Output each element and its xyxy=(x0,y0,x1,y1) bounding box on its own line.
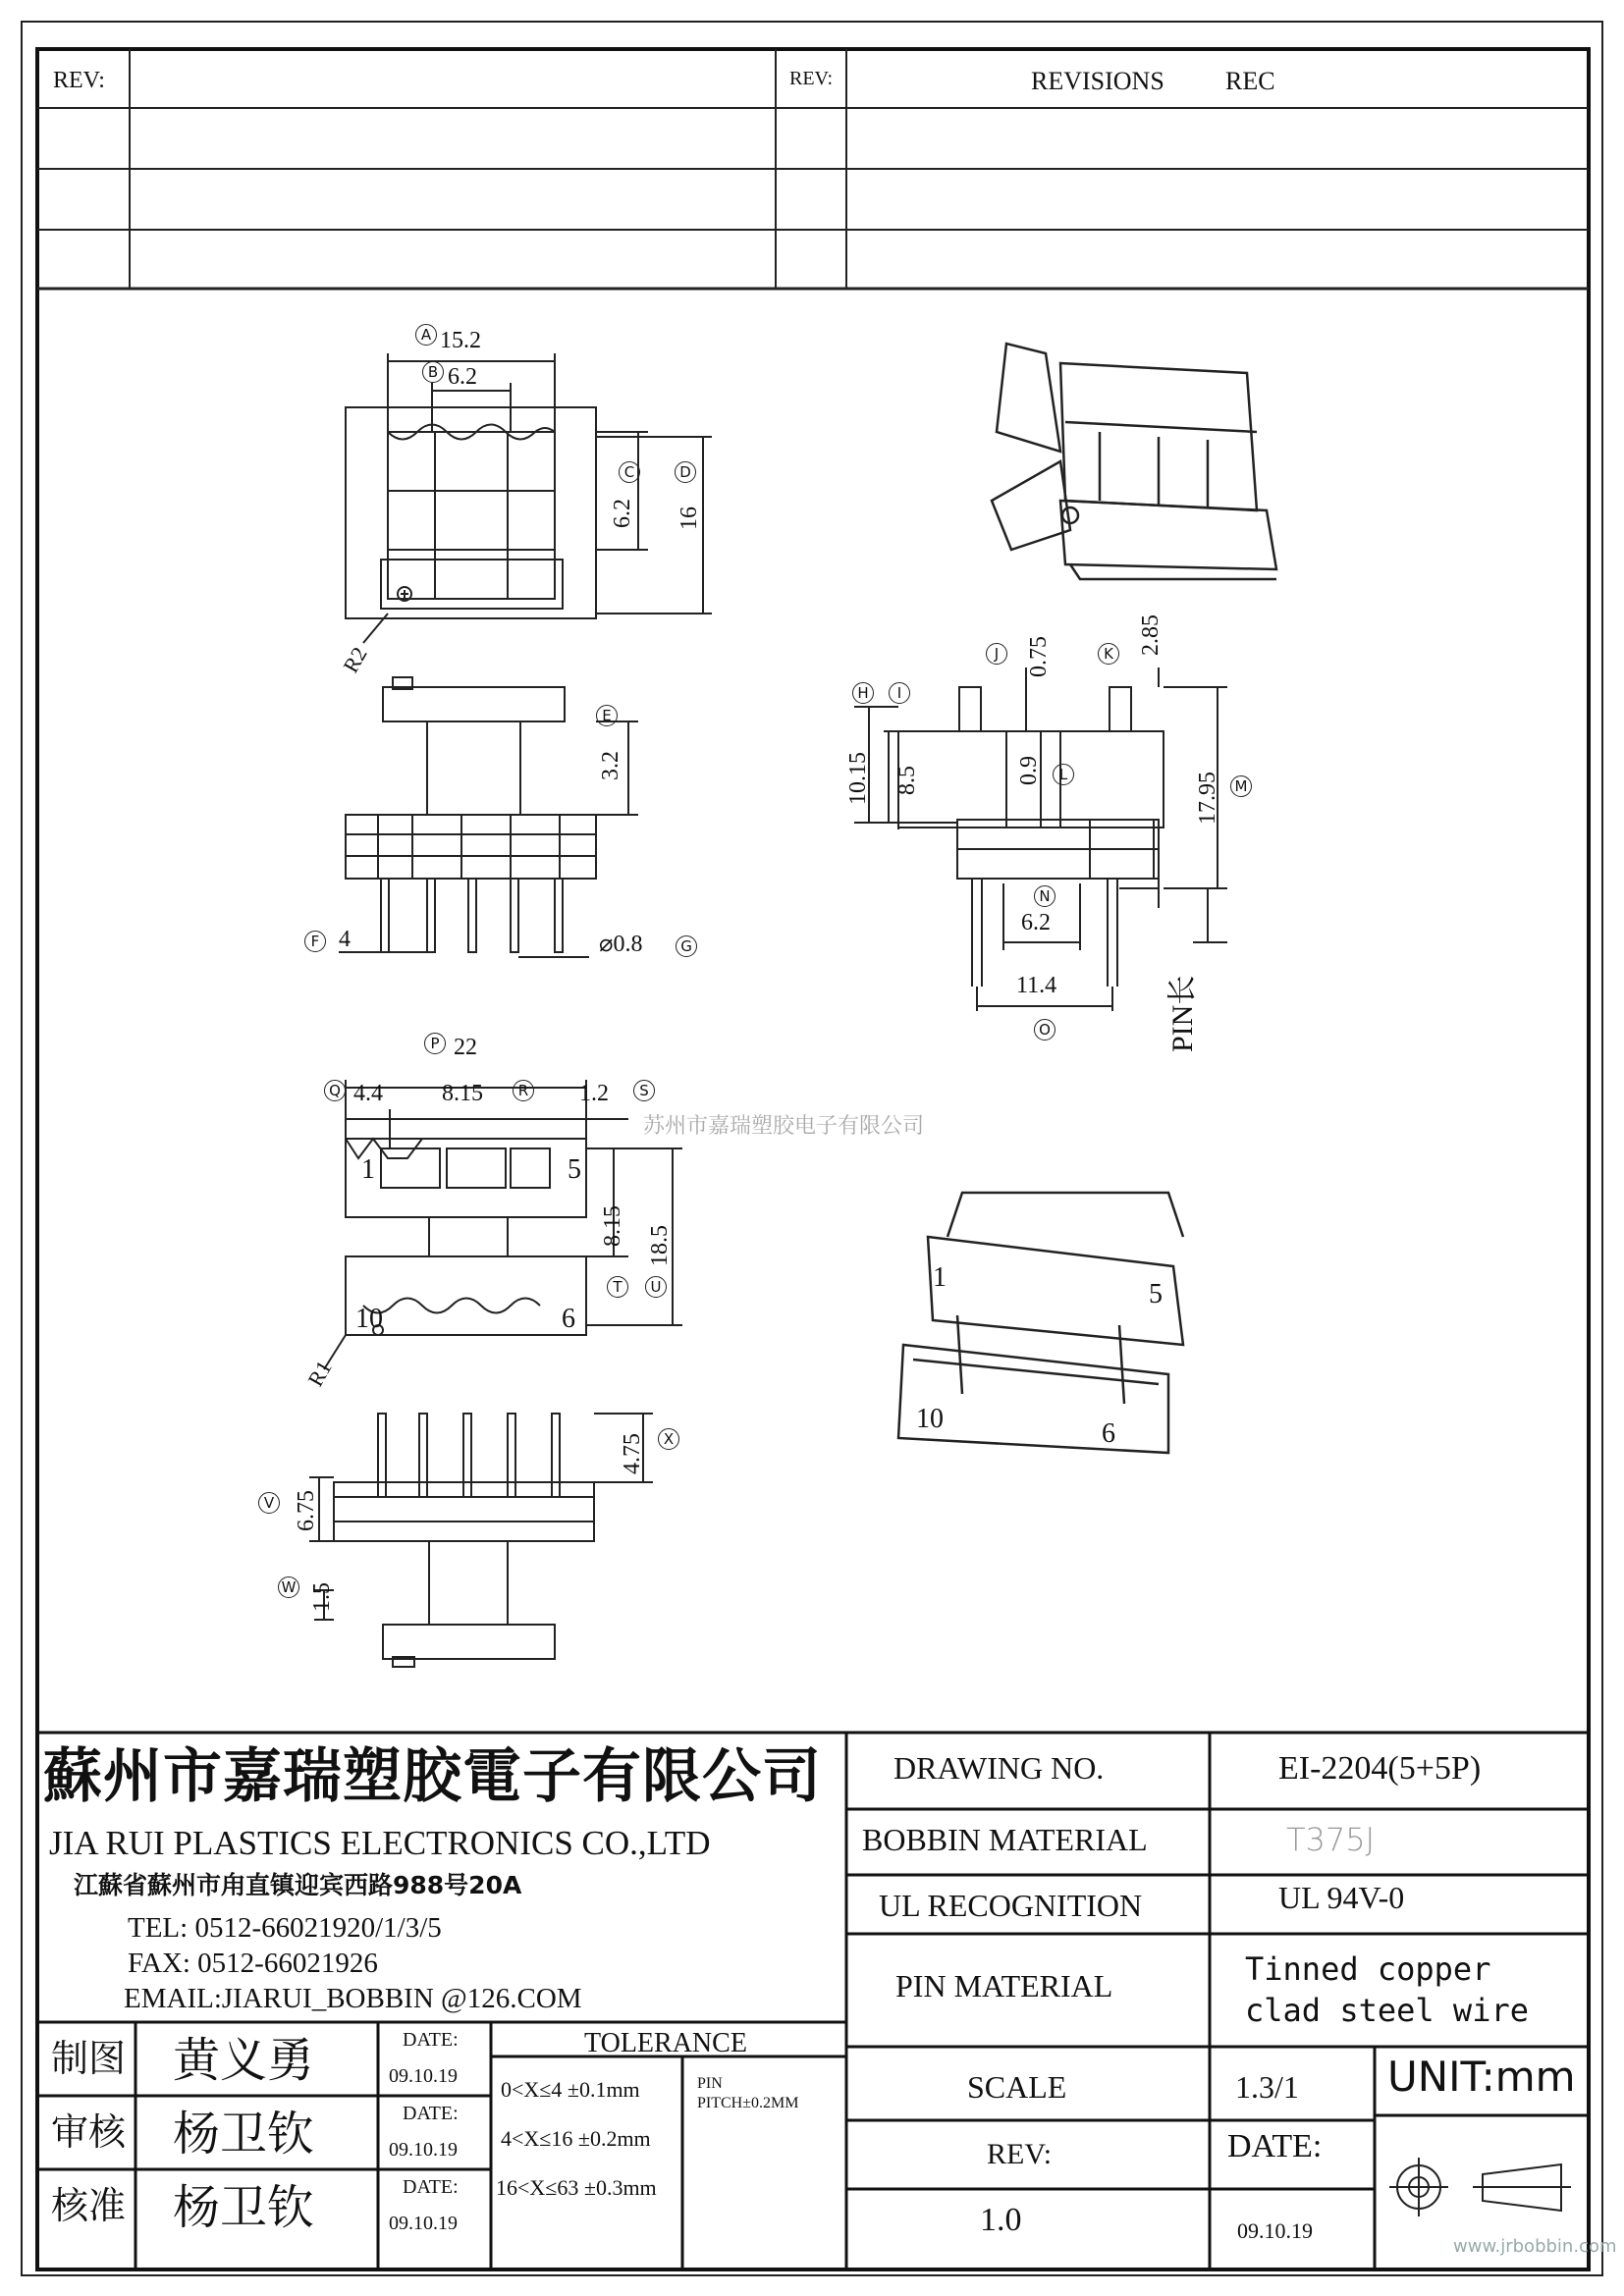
pin-material-line-2: clad steel wire xyxy=(1245,1992,1529,2029)
dim-q: 4.4 xyxy=(353,1081,383,1106)
circle-label-f: F xyxy=(304,931,326,952)
dim-i: 8.5 xyxy=(894,766,920,795)
circle-label-k: K xyxy=(1098,643,1119,665)
signoff-role-approved: 核准 xyxy=(51,2184,127,2227)
signoff-role-checked: 审核 xyxy=(51,2110,127,2154)
view-top xyxy=(346,353,712,643)
signoff-role-drawn: 制图 xyxy=(51,2037,127,2080)
watermark-text: 苏州市嘉瑞塑胶电子有限公司 xyxy=(643,1114,925,1139)
signoff-name-drawn: 黄义勇 xyxy=(173,2033,315,2088)
dim-o: 11.4 xyxy=(1016,973,1057,998)
circle-label-v: V xyxy=(258,1492,280,1514)
company-address: 江蘇省蘇州市甪直镇迎宾西路988号20A xyxy=(74,1871,522,1899)
dim-n: 6.2 xyxy=(1021,910,1051,935)
rev-value: 1.0 xyxy=(980,2202,1022,2238)
dim-e: 3.2 xyxy=(598,751,623,780)
dim-v: 6.75 xyxy=(294,1490,319,1531)
circle-label-o: O xyxy=(1034,1019,1056,1041)
ul-recognition-value: UL 94V-0 xyxy=(1278,1880,1405,1915)
tolerance-row-3: 16<X≤63 ±0.3mm xyxy=(496,2175,657,2200)
iso-pin-number-6: 6 xyxy=(1102,1418,1115,1449)
company-email: EMAIL:JIARUI_BOBBIN @126.COM xyxy=(124,1983,582,2014)
iso-view-top xyxy=(992,344,1276,579)
circle-label-q: Q xyxy=(324,1080,346,1101)
bobbin-material-label: BOBBIN MATERIAL xyxy=(862,1822,1148,1857)
dim-k: 2.85 xyxy=(1138,614,1164,656)
circle-label-m: M xyxy=(1230,775,1252,797)
bobbin-material-value: T375J xyxy=(1286,1821,1376,1858)
footer-website: www.jrbobbin.com xyxy=(1453,2236,1617,2257)
tolerance-row-1: 0<X≤4 ±0.1mm xyxy=(501,2077,640,2102)
dim-d: 16 xyxy=(677,507,702,530)
date-label: DATE: xyxy=(1227,2128,1323,2164)
projection-symbol xyxy=(1389,2158,1571,2216)
signoff-date-checked: 09.10.19 xyxy=(389,2139,458,2161)
dim-r2: R2 xyxy=(338,642,372,677)
iso-pin-number-1: 1 xyxy=(933,1262,947,1293)
circle-label-p: P xyxy=(424,1033,446,1054)
dim-h: 10.15 xyxy=(845,752,871,805)
dim-p: 22 xyxy=(454,1035,477,1060)
circle-label-r: R xyxy=(513,1080,534,1101)
pin-number-10: 10 xyxy=(355,1304,383,1334)
dim-x: 4.75 xyxy=(620,1433,645,1474)
circle-label-e: E xyxy=(596,705,618,726)
dim-j: 0.75 xyxy=(1026,636,1052,677)
drawing-no-label: DRAWING NO. xyxy=(893,1750,1105,1786)
pin-number-1: 1 xyxy=(361,1154,375,1185)
rev-label-right: REV: xyxy=(789,68,834,89)
circle-label-n: N xyxy=(1034,885,1056,907)
circle-label-t: T xyxy=(607,1276,628,1298)
iso-pin-number-5: 5 xyxy=(1149,1279,1163,1309)
pin-number-6: 6 xyxy=(562,1304,575,1334)
circle-label-l: L xyxy=(1053,764,1074,785)
dim-s: 1.2 xyxy=(579,1081,609,1106)
dim-r1: R1 xyxy=(302,1356,337,1391)
view-pins xyxy=(309,1414,653,1667)
company-fax: FAX: 0512-66021926 xyxy=(128,1948,378,1979)
dim-t: 8.15 xyxy=(600,1205,625,1247)
dim-a: 15.2 xyxy=(440,328,481,353)
signoff-date-label-checked: DATE: xyxy=(403,2103,459,2124)
iso-pin-number-10: 10 xyxy=(916,1404,944,1434)
company-name-cn: 蘇州市嘉瑞塑胶電子有限公司 xyxy=(43,1744,822,1809)
signoff-date-label-drawn: DATE: xyxy=(403,2029,459,2051)
rev-label-left: REV: xyxy=(53,68,105,93)
unit-label: UNIT:mm xyxy=(1387,2053,1576,2101)
dim-c: 6.2 xyxy=(610,499,635,528)
company-name-en: JIA RUI PLASTICS ELECTRONICS CO.,LTD xyxy=(49,1824,711,1862)
signoff-date-approved: 09.10.19 xyxy=(389,2213,458,2234)
view-front xyxy=(854,667,1227,1011)
dim-g: ⌀0.8 xyxy=(599,932,643,957)
circle-label-g: G xyxy=(676,935,697,957)
circle-label-d: D xyxy=(675,461,696,483)
dim-r: 8.15 xyxy=(442,1081,483,1106)
company-tel: TEL: 0512-66021920/1/3/5 xyxy=(128,1912,442,1944)
revisions-label: REVISIONS xyxy=(1031,67,1164,95)
signoff-name-approved: 杨卫钦 xyxy=(173,2180,315,2235)
tolerance-pin-label: PIN xyxy=(697,2075,723,2092)
dim-f: 4 xyxy=(339,927,351,952)
dim-w: 1.5 xyxy=(309,1582,335,1612)
circle-label-b: B xyxy=(422,361,444,383)
scale-value: 1.3/1 xyxy=(1235,2069,1299,2105)
date-value: 09.10.19 xyxy=(1237,2218,1313,2243)
signoff-date-label-approved: DATE: xyxy=(403,2176,459,2198)
dim-pin-length: PIN长 xyxy=(1166,975,1199,1052)
signoff-name-checked: 杨卫钦 xyxy=(173,2107,315,2162)
circle-label-u: U xyxy=(645,1276,667,1298)
dim-l: 0.9 xyxy=(1016,756,1042,785)
circle-label-j: J xyxy=(986,643,1007,665)
circle-label-s: S xyxy=(633,1080,655,1101)
dim-b: 6.2 xyxy=(448,364,477,390)
circle-label-a: A xyxy=(415,324,437,346)
circle-label-h: H xyxy=(852,682,874,704)
circle-label-c: C xyxy=(619,461,640,483)
signoff-date-drawn: 09.10.19 xyxy=(389,2065,458,2087)
circle-label-w: W xyxy=(278,1576,299,1598)
drawing-no-value: EI-2204(5+5P) xyxy=(1278,1750,1482,1787)
circle-label-i: I xyxy=(889,682,910,704)
tolerance-pin-pitch: PITCH±0.2MM xyxy=(697,2095,799,2111)
tolerance-row-2: 4<X≤16 ±0.2mm xyxy=(501,2126,651,2151)
circle-label-x: X xyxy=(658,1428,679,1450)
pin-number-5: 5 xyxy=(568,1154,581,1185)
tolerance-title: TOLERANCE xyxy=(584,2028,747,2058)
view-side xyxy=(339,677,638,957)
scale-label: SCALE xyxy=(967,2069,1067,2105)
rev-label: REV: xyxy=(987,2138,1053,2170)
pin-material-label: PIN MATERIAL xyxy=(895,1968,1113,2003)
dim-u: 18.5 xyxy=(647,1225,673,1266)
dim-m: 17.95 xyxy=(1195,772,1220,825)
ul-recognition-label: UL RECOGNITION xyxy=(879,1888,1143,1923)
pin-material-line-1: Tinned copper xyxy=(1245,1950,1491,1988)
rec-label: REC xyxy=(1225,67,1275,95)
